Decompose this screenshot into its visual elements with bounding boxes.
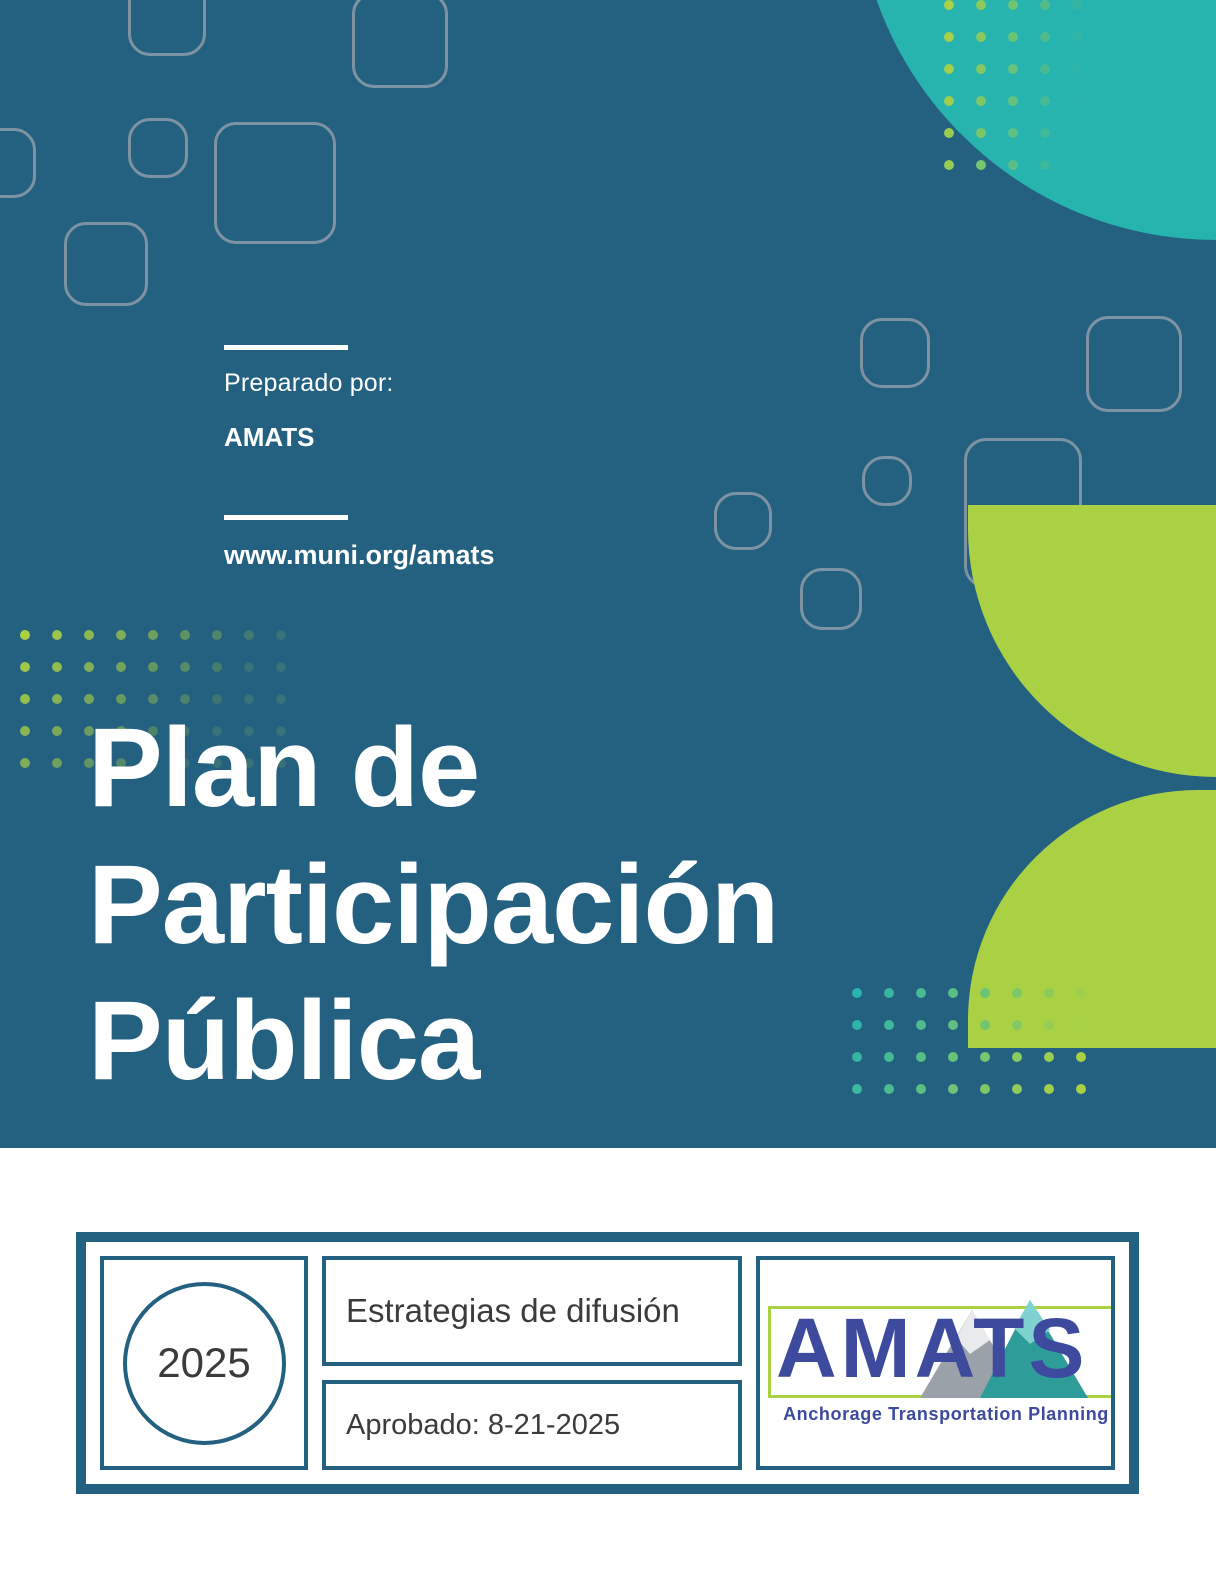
- footer-approved-date: Aprobado: 8-21-2025: [322, 1380, 742, 1470]
- year-badge: 2025: [123, 1282, 286, 1445]
- dot-decoration: [1040, 64, 1050, 74]
- dot-decoration: [148, 630, 158, 640]
- dot-decoration: [1076, 1084, 1086, 1094]
- year-cell: [100, 1256, 308, 1470]
- dot-decoration: [84, 630, 94, 640]
- amats-tagline: Anchorage Transportation Planning: [783, 1404, 1109, 1424]
- dot-decoration: [1044, 1052, 1054, 1062]
- dot-decoration: [1012, 988, 1022, 998]
- rounded-square-decoration: [352, 0, 448, 88]
- dot-decoration: [212, 630, 222, 640]
- dot-decoration: [944, 64, 954, 74]
- footer-subtitle: Estrategias de difusión: [322, 1256, 742, 1366]
- dot-decoration: [1008, 160, 1018, 170]
- footer-middle-cell: [322, 1256, 742, 1470]
- dot-decoration: [1040, 96, 1050, 106]
- dot-decoration: [976, 160, 986, 170]
- dot-decoration: [944, 0, 954, 10]
- amats-logo: [760, 1288, 1111, 1438]
- dot-decoration: [976, 0, 986, 10]
- dot-decoration: [1076, 1020, 1086, 1030]
- dot-decoration: [1008, 128, 1018, 138]
- website-block: [224, 515, 495, 571]
- dot-decoration: [944, 160, 954, 170]
- dot-decoration: [1072, 96, 1082, 106]
- dot-decoration: [1040, 160, 1050, 170]
- dot-decoration: [1076, 1052, 1086, 1062]
- dot-decoration: [148, 662, 158, 672]
- dot-decoration: [20, 694, 30, 704]
- dot-decoration: [244, 630, 254, 640]
- dot-decoration: [944, 96, 954, 106]
- dot-decoration: [1008, 32, 1018, 42]
- dot-decoration: [1072, 32, 1082, 42]
- dot-grid-top-right: [944, 0, 1082, 170]
- cover-footer-band: [76, 1232, 1139, 1494]
- dot-decoration: [1040, 0, 1050, 10]
- dot-decoration: [1040, 128, 1050, 138]
- dot-decoration: [944, 128, 954, 138]
- dot-decoration: [52, 694, 62, 704]
- dot-decoration: [1044, 1020, 1054, 1030]
- rounded-square-decoration: [128, 0, 206, 56]
- dot-decoration: [20, 758, 30, 768]
- prepared-by-organization: AMATS: [224, 422, 315, 452]
- dot-decoration: [1072, 128, 1082, 138]
- dot-decoration: [1008, 96, 1018, 106]
- dot-decoration: [52, 630, 62, 640]
- rounded-square-decoration: [862, 456, 912, 506]
- dot-decoration: [212, 662, 222, 672]
- rounded-square-decoration: [860, 318, 930, 388]
- rounded-square-decoration: [128, 118, 188, 178]
- dot-decoration: [276, 630, 286, 640]
- dot-decoration: [52, 726, 62, 736]
- dot-decoration: [1076, 988, 1086, 998]
- rounded-square-decoration: [714, 492, 772, 550]
- dot-decoration: [1072, 160, 1082, 170]
- dot-decoration: [1008, 0, 1018, 10]
- dot-decoration: [1072, 64, 1082, 74]
- dot-decoration: [976, 64, 986, 74]
- dot-decoration: [944, 32, 954, 42]
- rounded-square-decoration: [64, 222, 148, 306]
- rounded-square-decoration: [1086, 316, 1182, 412]
- rounded-square-decoration: [214, 122, 336, 244]
- dot-decoration: [116, 630, 126, 640]
- website-url[interactable]: www.muni.org/amats: [224, 540, 495, 570]
- dot-decoration: [52, 758, 62, 768]
- dot-decoration: [1008, 64, 1018, 74]
- dot-decoration: [180, 662, 190, 672]
- dot-decoration: [116, 662, 126, 672]
- dot-decoration: [1072, 0, 1082, 10]
- dot-decoration: [20, 630, 30, 640]
- page-title: Plan de Participación Pública: [88, 705, 779, 1104]
- divider-rule: [224, 345, 348, 350]
- dot-decoration: [1012, 1084, 1022, 1094]
- rounded-square-decoration: [800, 568, 862, 630]
- dot-decoration: [180, 630, 190, 640]
- prepared-by-block: [224, 345, 394, 453]
- dot-decoration: [1044, 1084, 1054, 1094]
- divider-rule: [224, 515, 348, 520]
- green-shape-decoration: [968, 505, 1216, 777]
- dot-decoration: [244, 662, 254, 672]
- dot-decoration: [20, 662, 30, 672]
- dot-decoration: [20, 726, 30, 736]
- dot-decoration: [976, 32, 986, 42]
- dot-decoration: [1012, 1020, 1022, 1030]
- dot-decoration: [52, 662, 62, 672]
- amats-logo-cell: [756, 1256, 1115, 1470]
- rounded-square-decoration: [0, 128, 36, 198]
- dot-decoration: [1040, 32, 1050, 42]
- dot-decoration: [976, 96, 986, 106]
- dot-decoration: [1044, 988, 1054, 998]
- dot-decoration: [276, 662, 286, 672]
- amats-wordmark: AMATS: [776, 1301, 1089, 1395]
- dot-decoration: [1012, 1052, 1022, 1062]
- dot-decoration: [84, 662, 94, 672]
- dot-decoration: [976, 128, 986, 138]
- prepared-by-label: Preparado por:: [224, 369, 394, 397]
